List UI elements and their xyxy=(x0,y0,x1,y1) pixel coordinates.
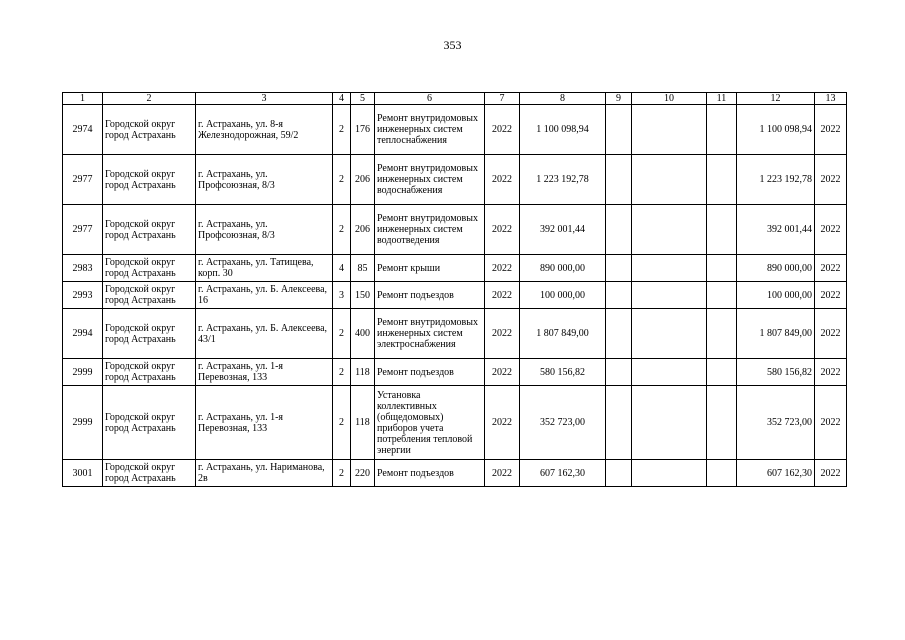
table-cell-cell-c10 xyxy=(632,460,707,487)
table-cell-municipality: Городской округ город Астрахань xyxy=(103,386,196,460)
table-row xyxy=(63,386,847,460)
table-cell-cell-c4: 2 xyxy=(333,205,351,255)
table-cell-cell-c5: 220 xyxy=(351,460,375,487)
header-row xyxy=(63,93,847,105)
table-cell-cell-c5: 150 xyxy=(351,282,375,309)
table-cell-row-number: 2994 xyxy=(63,309,103,359)
table-cell-cell-c4: 2 xyxy=(333,105,351,155)
table-cell-row-number: 2977 xyxy=(63,155,103,205)
table-cell-work-type: Ремонт внутридомовых инженерных систем теплоснабжения xyxy=(375,105,485,155)
table-cell-cell-c11 xyxy=(707,205,737,255)
table-cell-completion-year: 2022 xyxy=(815,205,847,255)
table-cell-cell-c4: 3 xyxy=(333,282,351,309)
column-header: 2 xyxy=(103,93,196,105)
table-cell-cell-c9 xyxy=(606,282,632,309)
table-cell-year: 2022 xyxy=(485,309,520,359)
table-cell-cell-c4: 2 xyxy=(333,309,351,359)
table-cell-cell-c10 xyxy=(632,205,707,255)
table-cell-work-type: Ремонт подъездов xyxy=(375,460,485,487)
table-cell-year: 2022 xyxy=(485,105,520,155)
table-cell-cell-c5: 206 xyxy=(351,155,375,205)
table-cell-cell-c5: 176 xyxy=(351,105,375,155)
table-cell-cell-c9 xyxy=(606,359,632,386)
table-cell-row-number: 2974 xyxy=(63,105,103,155)
table-cell-year: 2022 xyxy=(485,155,520,205)
table-cell-amount: 607 162,30 xyxy=(520,460,606,487)
table-cell-cell-c11 xyxy=(707,386,737,460)
table-cell-municipality: Городской округ город Астрахань xyxy=(103,105,196,155)
table-cell-cell-c11 xyxy=(707,255,737,282)
column-header: 8 xyxy=(520,93,606,105)
table-cell-cell-c10 xyxy=(632,155,707,205)
table-cell-year: 2022 xyxy=(485,205,520,255)
table-cell-cell-c4: 2 xyxy=(333,460,351,487)
table-cell-work-type: Ремонт внутридомовых инженерных систем электроснабжения xyxy=(375,309,485,359)
table-cell-municipality: Городской округ город Астрахань xyxy=(103,155,196,205)
table-cell-cell-c9 xyxy=(606,205,632,255)
table-cell-address: г. Астрахань, ул. Татищева, корп. 30 xyxy=(196,255,333,282)
table-cell-row-number: 3001 xyxy=(63,460,103,487)
column-header: 1 xyxy=(63,93,103,105)
table-cell-cell-c5: 118 xyxy=(351,359,375,386)
data-table xyxy=(62,92,847,487)
table-cell-year: 2022 xyxy=(485,386,520,460)
table-cell-cell-c4: 4 xyxy=(333,255,351,282)
table-cell-cell-c9 xyxy=(606,105,632,155)
table-cell-total-amount: 392 001,44 xyxy=(737,205,815,255)
table-row xyxy=(63,105,847,155)
table-row xyxy=(63,282,847,309)
table-cell-row-number: 2983 xyxy=(63,255,103,282)
table-cell-cell-c11 xyxy=(707,309,737,359)
table-cell-row-number: 2999 xyxy=(63,386,103,460)
table-cell-municipality: Городской округ город Астрахань xyxy=(103,359,196,386)
column-header: 11 xyxy=(707,93,737,105)
table-cell-municipality: Городской округ город Астрахань xyxy=(103,255,196,282)
table-row xyxy=(63,309,847,359)
table-cell-amount: 352 723,00 xyxy=(520,386,606,460)
table-cell-address: г. Астрахань, ул. 8-я Железнодорожная, 59/2 xyxy=(196,105,333,155)
table-cell-address: г. Астрахань, ул. Профсоюзная, 8/3 xyxy=(196,205,333,255)
column-header: 6 xyxy=(375,93,485,105)
table-cell-cell-c5: 118 xyxy=(351,386,375,460)
table-cell-address: г. Астрахань, ул. Б. Алексеева, 16 xyxy=(196,282,333,309)
table-cell-amount: 100 000,00 xyxy=(520,282,606,309)
table-cell-amount: 890 000,00 xyxy=(520,255,606,282)
table-cell-work-type: Ремонт подъездов xyxy=(375,359,485,386)
table-cell-cell-c4: 2 xyxy=(333,386,351,460)
table-cell-completion-year: 2022 xyxy=(815,282,847,309)
table-cell-work-type: Ремонт внутридомовых инженерных систем водоотведения xyxy=(375,205,485,255)
table-cell-cell-c4: 2 xyxy=(333,155,351,205)
table-cell-cell-c10 xyxy=(632,105,707,155)
table-cell-total-amount: 890 000,00 xyxy=(737,255,815,282)
table-cell-total-amount: 1 807 849,00 xyxy=(737,309,815,359)
table-cell-address: г. Астрахань, ул. Б. Алексеева, 43/1 xyxy=(196,309,333,359)
table-cell-year: 2022 xyxy=(485,359,520,386)
table-cell-municipality: Городской округ город Астрахань xyxy=(103,282,196,309)
table-cell-amount: 1 100 098,94 xyxy=(520,105,606,155)
table-cell-work-type: Ремонт крыши xyxy=(375,255,485,282)
table-cell-amount: 392 001,44 xyxy=(520,205,606,255)
table-cell-completion-year: 2022 xyxy=(815,460,847,487)
table-cell-cell-c11 xyxy=(707,460,737,487)
table-cell-total-amount: 580 156,82 xyxy=(737,359,815,386)
table-cell-cell-c5: 400 xyxy=(351,309,375,359)
page-number: 353 xyxy=(443,38,462,52)
table-cell-work-type: Ремонт подъездов xyxy=(375,282,485,309)
table-cell-municipality: Городской округ город Астрахань xyxy=(103,309,196,359)
table-cell-address: г. Астрахань, ул. 1-я Перевозная, 133 xyxy=(196,386,333,460)
table-cell-municipality: Городской округ город Астрахань xyxy=(103,205,196,255)
table-cell-cell-c4: 2 xyxy=(333,359,351,386)
table-cell-address: г. Астрахань, ул. Нариманова, 2в xyxy=(196,460,333,487)
table-cell-cell-c11 xyxy=(707,359,737,386)
table-cell-completion-year: 2022 xyxy=(815,255,847,282)
table-cell-cell-c9 xyxy=(606,386,632,460)
table-row xyxy=(63,255,847,282)
column-header: 5 xyxy=(351,93,375,105)
table-cell-cell-c9 xyxy=(606,155,632,205)
table-cell-cell-c10 xyxy=(632,309,707,359)
table-cell-row-number: 2977 xyxy=(63,205,103,255)
column-header: 13 xyxy=(815,93,847,105)
table-cell-cell-c5: 206 xyxy=(351,205,375,255)
table-cell-cell-c10 xyxy=(632,359,707,386)
table-cell-cell-c9 xyxy=(606,309,632,359)
table-cell-year: 2022 xyxy=(485,282,520,309)
table-cell-row-number: 2993 xyxy=(63,282,103,309)
table-cell-completion-year: 2022 xyxy=(815,155,847,205)
table-cell-amount: 1 807 849,00 xyxy=(520,309,606,359)
table-cell-cell-c5: 85 xyxy=(351,255,375,282)
table-cell-total-amount: 1 223 192,78 xyxy=(737,155,815,205)
table-cell-cell-c10 xyxy=(632,282,707,309)
table-cell-cell-c11 xyxy=(707,282,737,309)
table-cell-total-amount: 607 162,30 xyxy=(737,460,815,487)
table-cell-address: г. Астрахань, ул. Профсоюзная, 8/3 xyxy=(196,155,333,205)
table-cell-cell-c9 xyxy=(606,255,632,282)
column-header: 12 xyxy=(737,93,815,105)
table-cell-work-type: Ремонт внутридомовых инженерных систем водоснабжения xyxy=(375,155,485,205)
table-cell-cell-c10 xyxy=(632,386,707,460)
table-cell-total-amount: 100 000,00 xyxy=(737,282,815,309)
table-cell-total-amount: 352 723,00 xyxy=(737,386,815,460)
table-cell-cell-c9 xyxy=(606,460,632,487)
table-row xyxy=(63,460,847,487)
table-cell-completion-year: 2022 xyxy=(815,359,847,386)
column-header: 4 xyxy=(333,93,351,105)
column-header: 3 xyxy=(196,93,333,105)
table-row xyxy=(63,359,847,386)
table-cell-year: 2022 xyxy=(485,255,520,282)
table-cell-completion-year: 2022 xyxy=(815,386,847,460)
table-cell-completion-year: 2022 xyxy=(815,309,847,359)
table-cell-cell-c10 xyxy=(632,255,707,282)
column-header: 7 xyxy=(485,93,520,105)
table-cell-cell-c11 xyxy=(707,105,737,155)
table-row xyxy=(63,155,847,205)
table-cell-cell-c11 xyxy=(707,155,737,205)
table-cell-address: г. Астрахань, ул. 1-я Перевозная, 133 xyxy=(196,359,333,386)
column-header: 9 xyxy=(606,93,632,105)
table-cell-amount: 580 156,82 xyxy=(520,359,606,386)
table-cell-year: 2022 xyxy=(485,460,520,487)
table-cell-municipality: Городской округ город Астрахань xyxy=(103,460,196,487)
table-cell-total-amount: 1 100 098,94 xyxy=(737,105,815,155)
table-cell-amount: 1 223 192,78 xyxy=(520,155,606,205)
table-row xyxy=(63,205,847,255)
table-cell-row-number: 2999 xyxy=(63,359,103,386)
column-header: 10 xyxy=(632,93,707,105)
table-cell-completion-year: 2022 xyxy=(815,105,847,155)
table-cell-work-type: Установка коллективных (общедомовых) приборов учета потребления тепловой энергии xyxy=(375,386,485,460)
